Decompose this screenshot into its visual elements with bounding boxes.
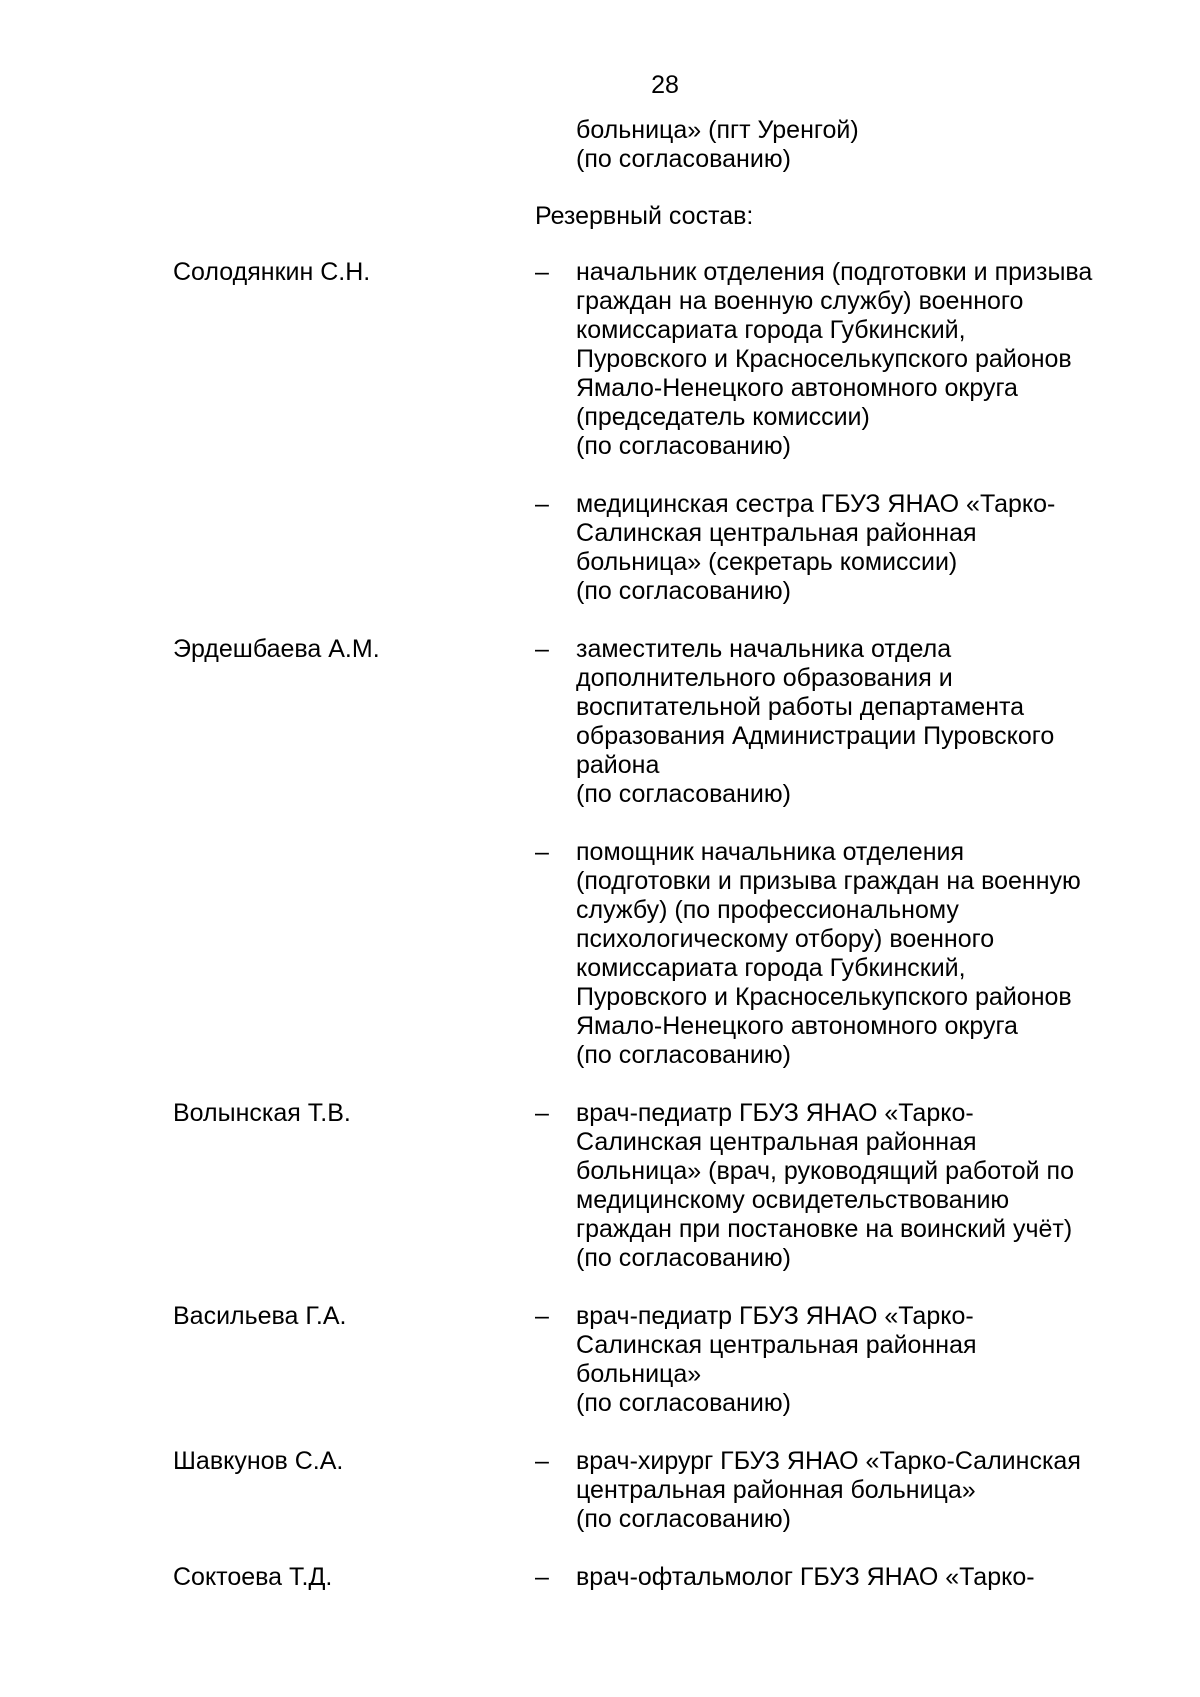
member-name: [0, 838, 535, 1070]
member-entry: [0, 1563, 1200, 1592]
text-line: психологическому отбору) военного: [576, 925, 995, 953]
member-name: [0, 490, 535, 606]
text-line: помощник начальника отделения: [576, 838, 965, 866]
member-name: Соктоева Т.Д.: [173, 1563, 333, 1591]
text-line: (по согласованию): [576, 1244, 791, 1272]
text-line: центральная районная больница»: [576, 1476, 976, 1504]
member-position: [576, 1302, 1146, 1418]
text-line: граждан при постановке на воинский учёт): [576, 1215, 1073, 1243]
text-line: (по согласованию): [576, 1389, 791, 1417]
member-position: [576, 258, 1146, 461]
text-line: медицинскому освидетельствованию: [576, 1186, 1010, 1214]
member-position: [576, 1447, 1146, 1534]
text-line: заместитель начальника отдела: [576, 635, 952, 663]
text-line: медицинская сестра ГБУЗ ЯНАО «Тарко-: [576, 490, 1056, 518]
text-line: Ямало-Ненецкого автономного округа: [576, 1012, 1018, 1040]
dash-separator: –: [535, 635, 549, 663]
dash-separator: –: [535, 258, 549, 286]
text-line: врач-педиатр ГБУЗ ЯНАО «Тарко-: [576, 1302, 974, 1330]
member-entry: [0, 838, 1200, 1070]
text-line: (по согласованию): [576, 1041, 791, 1069]
text-line: граждан на военную службу) военного: [576, 287, 1024, 315]
text-line: комиссариата города Губкинский,: [576, 954, 966, 982]
dash-separator: –: [535, 838, 549, 866]
text-line: комиссариата города Губкинский,: [576, 316, 966, 344]
member-name: Волынская Т.В.: [173, 1099, 351, 1127]
text-line: (по согласованию): [576, 577, 791, 605]
text-line: больница» (секретарь комиссии): [576, 548, 958, 576]
text-line: (по согласованию): [576, 145, 791, 173]
member-position: [576, 635, 1146, 809]
text-line: начальник отделения (подготовки и призыва: [576, 258, 1093, 286]
text-line: воспитательной работы департамента: [576, 693, 1025, 721]
continuation-text: [576, 116, 1136, 174]
text-line: врач-педиатр ГБУЗ ЯНАО «Тарко-: [576, 1099, 974, 1127]
text-line: больница» (пгт Уренгой): [576, 116, 859, 144]
member-position: [576, 1563, 1146, 1592]
text-line: (председатель комиссии): [576, 403, 870, 431]
text-line: Пуровского и Красноселькупского районов: [576, 983, 1072, 1011]
member-entry: [0, 258, 1200, 461]
member-name: Шавкунов С.А.: [173, 1447, 344, 1475]
member-position: [576, 490, 1146, 606]
member-list: [0, 258, 1200, 1621]
dash-separator: –: [535, 1447, 549, 1475]
text-line: Ямало-Ненецкого автономного округа: [576, 374, 1018, 402]
section-title: Резервный состав:: [535, 202, 754, 230]
text-line: (по согласованию): [576, 1505, 791, 1533]
member-name: Эрдешбаева А.М.: [173, 635, 380, 663]
text-line: больница» (врач, руководящий работой по: [576, 1157, 1074, 1185]
member-position: [576, 1099, 1146, 1273]
text-line: больница»: [576, 1360, 702, 1388]
dash-separator: –: [535, 490, 549, 518]
text-line: (по согласованию): [576, 432, 791, 460]
text-line: образования Администрации Пуровского: [576, 722, 1055, 750]
text-line: Салинская центральная районная: [576, 1128, 977, 1156]
text-line: врач-хирург ГБУЗ ЯНАО «Тарко-Салинская: [576, 1447, 1081, 1475]
dash-separator: –: [535, 1302, 549, 1330]
text-line: района: [576, 751, 660, 779]
member-entry: [0, 1447, 1200, 1534]
text-line: (по согласованию): [576, 780, 791, 808]
member-name: Васильева Г.А.: [173, 1302, 347, 1330]
member-name: Солодянкин С.Н.: [173, 258, 371, 286]
text-line: Салинская центральная районная: [576, 519, 977, 547]
dash-separator: –: [535, 1563, 549, 1591]
text-line: Салинская центральная районная: [576, 1331, 977, 1359]
dash-separator: –: [535, 1099, 549, 1127]
member-position: [576, 838, 1146, 1070]
member-entry: [0, 1302, 1200, 1418]
member-entry: [0, 635, 1200, 809]
text-line: врач-офтальмолог ГБУЗ ЯНАО «Тарко-: [576, 1563, 1035, 1591]
member-entry: [0, 1099, 1200, 1273]
page-number: 28: [651, 71, 679, 99]
member-entry: [0, 490, 1200, 606]
text-line: (подготовки и призыва граждан на военную: [576, 867, 1081, 895]
text-line: дополнительного образования и: [576, 664, 953, 692]
text-line: Пуровского и Красноселькупского районов: [576, 345, 1072, 373]
text-line: службу) (по профессиональному: [576, 896, 959, 924]
